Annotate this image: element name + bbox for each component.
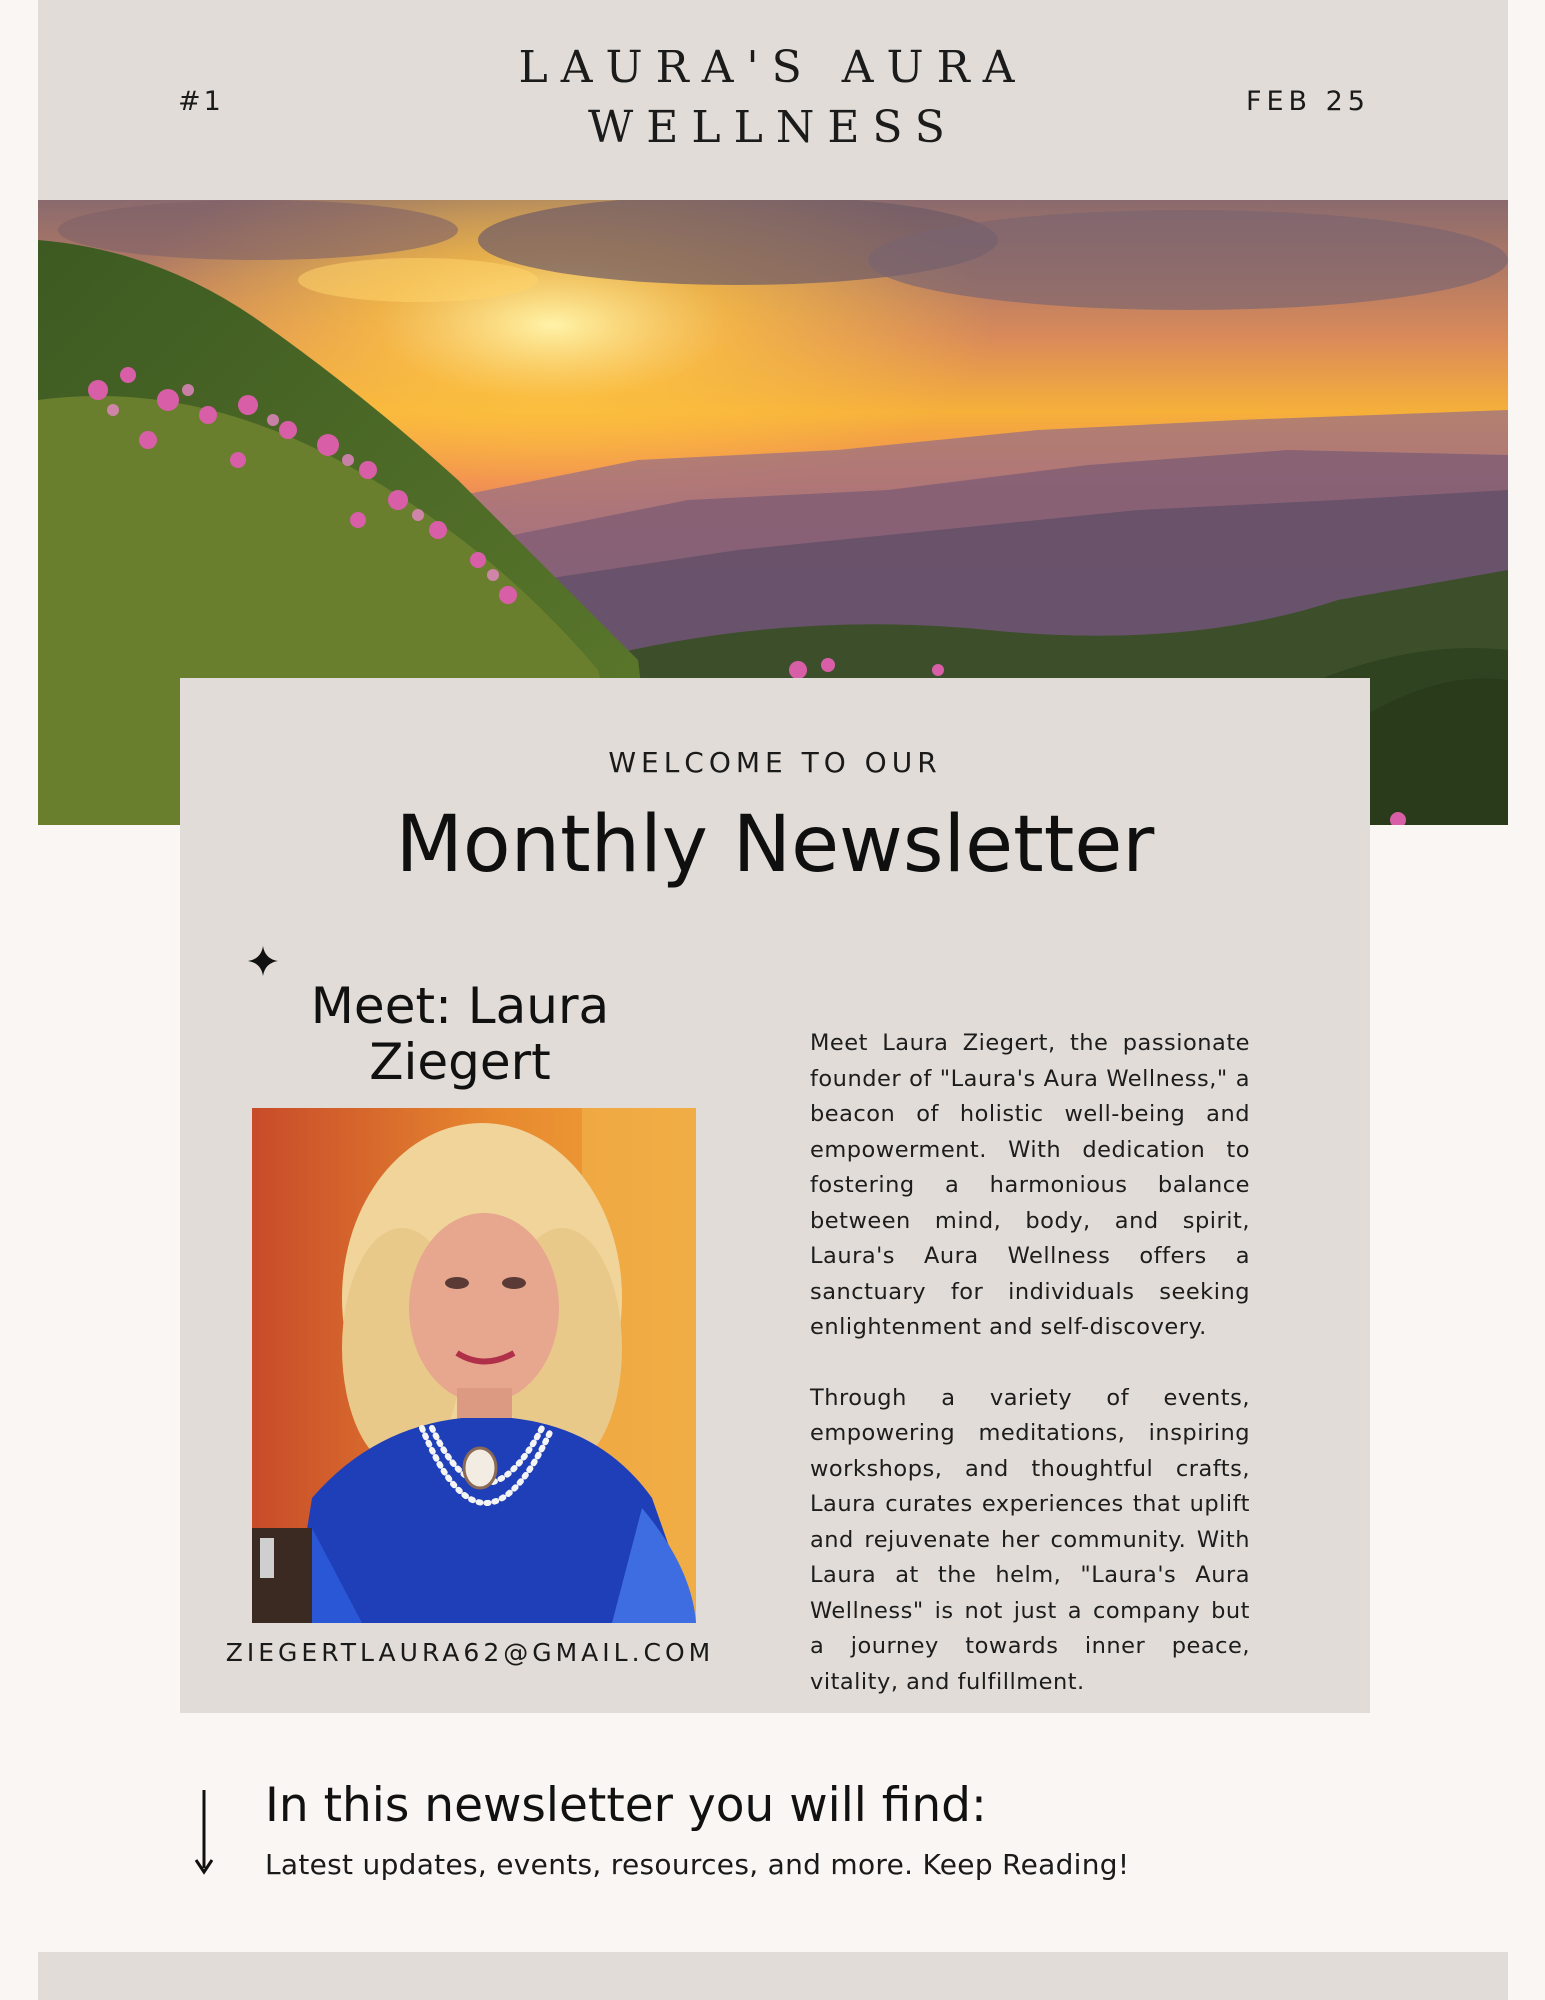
contents-subheading: Latest updates, events, resources, and more. Keep Reading! — [265, 1848, 1130, 1881]
arrow-down-icon — [192, 1790, 216, 1875]
sparkle-icon — [248, 946, 278, 976]
newsletter-title: Monthly Newsletter — [395, 800, 1155, 890]
bio-paragraph: Through a variety of events, empowering meditations, inspiring workshops, and thoughtful crafts, Laura curates experiences that uplift and rejuvenate her community. With Laura at the helm, "Laura's Aura Wellness" is not just a company but a journey towards inner peace, vitality, and fulfillment. — [810, 1384, 1250, 1695]
footer-band — [38, 1952, 1508, 2000]
founder-bio — [810, 1026, 1250, 1735]
welcome-eyebrow: WELCOME TO OUR — [608, 746, 942, 779]
issue-date: FEB 25 — [1245, 86, 1370, 117]
bio-paragraph: Meet Laura Ziegert, the passionate founder of "Laura's Aura Wellness," a beacon of holistic well-being and empowerment. With dedication to fostering a harmonious balance between mind, body, and spirit, Laura's Aura Wellness offers a sanctuary for individuals seeking enlightenment and self-discovery. — [810, 1030, 1250, 1340]
newsletter-header — [38, 0, 1508, 200]
welcome-card — [180, 678, 1370, 1713]
contents-heading: In this newsletter you will find: — [265, 1778, 987, 1833]
brand-title: LAURA'S AURA WELLNESS — [518, 42, 1028, 153]
meet-heading: Meet: Laura Ziegert — [310, 977, 610, 1091]
contact-email[interactable]: ZIEGERTLAURA62@GMAIL.COM — [225, 1638, 715, 1667]
issue-number: #1 — [178, 86, 224, 117]
founder-portrait — [252, 1108, 696, 1623]
